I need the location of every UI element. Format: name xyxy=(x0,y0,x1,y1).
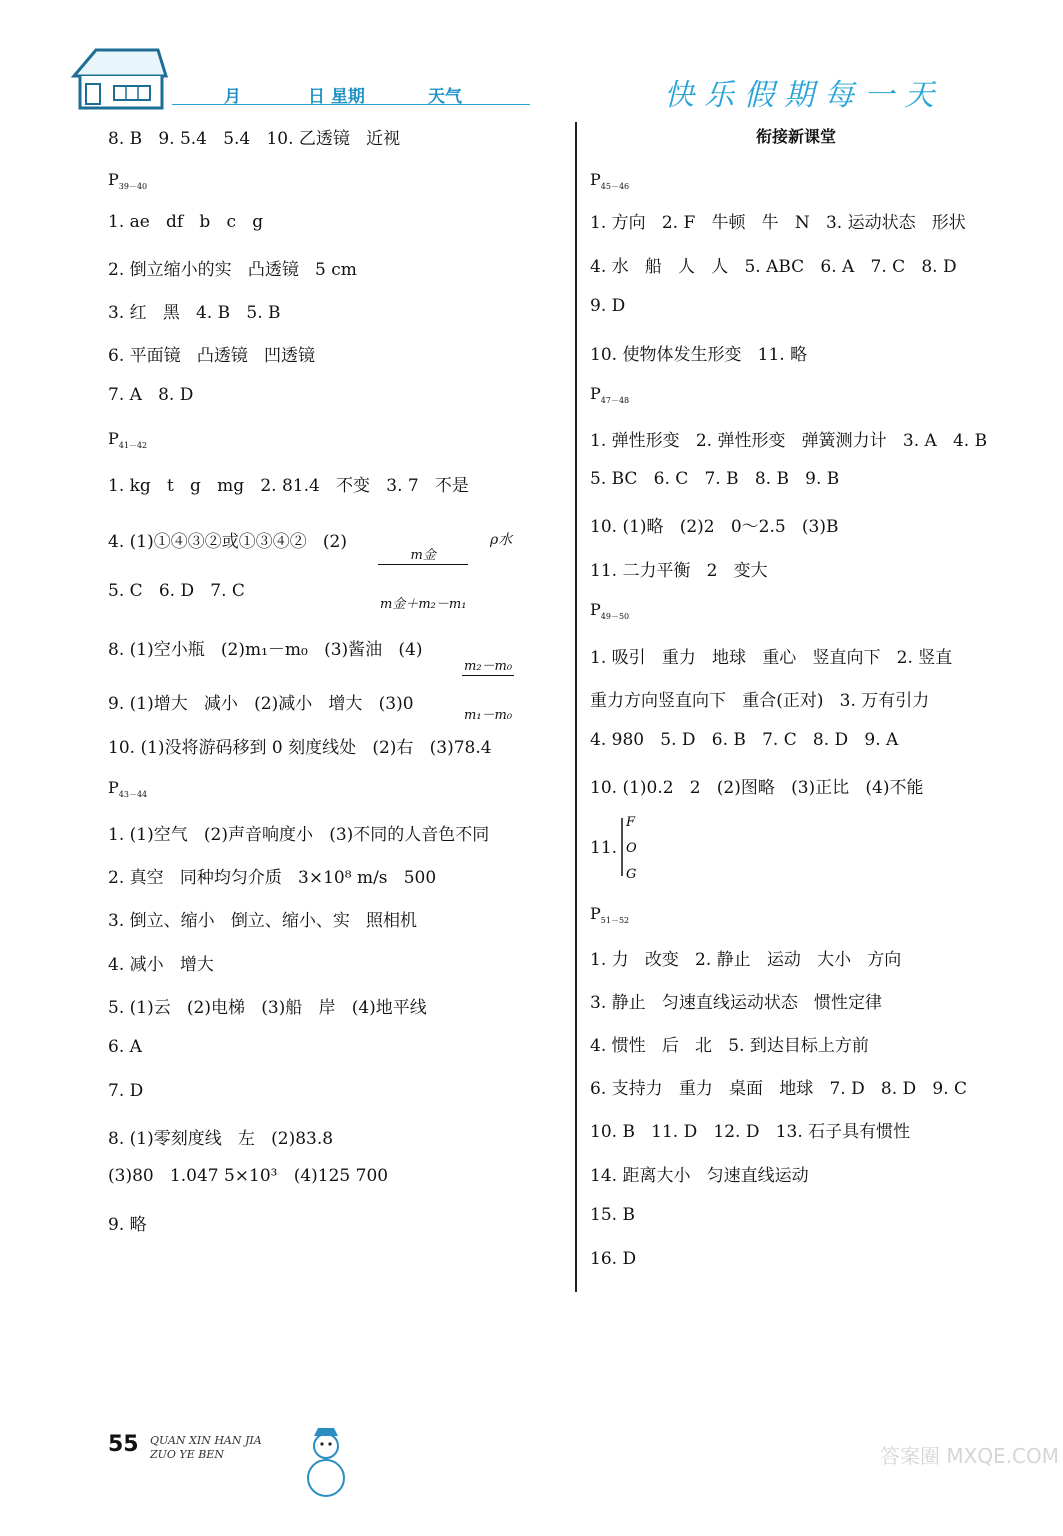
page-reference-letter: P xyxy=(108,778,119,797)
formula-q8-fraction xyxy=(462,627,514,740)
answer-line: 11. 二力平衡 2 变大 xyxy=(590,561,768,581)
answer-line: 15. B xyxy=(590,1205,635,1225)
day-label: 日 星期 xyxy=(308,87,365,107)
answer-line: 10. (1)略 (2)2 0～2.5 (3)B xyxy=(590,517,839,537)
page-reference xyxy=(590,600,629,622)
answer-line: 4. 980 5. D 6. B 7. C 8. D 9. A xyxy=(590,730,899,750)
page-reference-range: 43－44 xyxy=(118,790,148,799)
answer-line: (3)80 1.047 5×10³ (4)125 700 xyxy=(108,1166,389,1186)
answer-line: 10. 使物体发生形变 11. 略 xyxy=(590,345,808,365)
banner-title: 快乐假期每一天 xyxy=(664,78,944,113)
answer-line: 1. ae df b c g xyxy=(108,212,264,232)
force-label-o: O xyxy=(626,841,637,856)
page-number: 55 xyxy=(108,1432,139,1457)
page-reference xyxy=(590,170,629,192)
formula-q8-denominator: m₁－m₀ xyxy=(464,708,513,723)
answer-line: 1. 弹性形变 2. 弹性形变 弹簧测力计 3. A 4. B xyxy=(590,431,988,451)
answer-line: 14. 距离大小 匀速直线运动 xyxy=(590,1166,809,1186)
answer-line: 1. 方向 2. F 牛顿 牛 N 3. 运动状态 形状 xyxy=(590,213,966,233)
brand-line-2: ZUO YE BEN xyxy=(150,1448,224,1461)
page-reference xyxy=(590,384,629,406)
month-label: 月 xyxy=(224,87,241,107)
section-title: 衔接新课堂 xyxy=(756,127,837,146)
answer-line: 5. (1)云 (2)电梯 (3)船 岸 (4)地平线 xyxy=(108,998,427,1018)
answer-line: 1. 力 改变 2. 静止 运动 大小 方向 xyxy=(590,950,902,970)
column-divider xyxy=(575,122,577,1292)
answer-line: 9. 略 xyxy=(108,1215,147,1235)
page-reference-letter: P xyxy=(108,429,119,448)
answer-line: 1. 吸引 重力 地球 重心 竖直向下 2. 竖直 xyxy=(590,648,953,668)
page-reference-range: 49－50 xyxy=(600,612,630,621)
answer-line: 10. (1)没将游码移到 0 刻度线处 (2)右 (3)78.4 xyxy=(108,738,492,758)
answer-line: 11. xyxy=(590,838,618,858)
page-reference-range: 45－46 xyxy=(600,182,630,191)
answer-line: 2. 真空 同种均匀介质 3×10⁸ m/s 500 xyxy=(108,868,437,888)
page-reference-letter: P xyxy=(590,384,601,403)
answer-line: 8. (1)空小瓶 (2)m₁－m₀ (3)酱油 (4) xyxy=(108,640,423,660)
force-diagram xyxy=(610,812,650,882)
page-reference-range: 47－48 xyxy=(600,396,630,405)
answer-line: 8. B 9. 5.4 5.4 10. 乙透镜 近视 xyxy=(108,129,401,149)
formula-q8-numerator: m₂－m₀ xyxy=(464,659,513,674)
formula-q4-fraction xyxy=(378,516,468,629)
page-reference xyxy=(108,170,147,192)
brand-line-1: QUAN XIN HAN JIA xyxy=(150,1434,262,1447)
answer-line: 6. A xyxy=(108,1037,142,1057)
answer-line: 4. 减小 增大 xyxy=(108,955,214,975)
force-label-g: G xyxy=(626,867,637,882)
page-reference-letter: P xyxy=(590,600,601,619)
answer-line: 1. kg t g mg 2. 81.4 不变 3. 7 不是 xyxy=(108,476,469,496)
answer-line: 3. 静止 匀速直线运动状态 惯性定律 xyxy=(590,993,883,1013)
page-reference xyxy=(108,778,147,800)
answer-line: 4. 惯性 后 北 5. 到达目标上方前 xyxy=(590,1036,869,1056)
answer-line: 7. D xyxy=(108,1081,144,1101)
answer-line: 7. A 8. D xyxy=(108,385,194,405)
answer-line: 16. D xyxy=(590,1249,637,1269)
answer-line: 4. (1)①④③②或①③④② (2) xyxy=(108,532,347,552)
watermark: 答案圈 MXQE.COM xyxy=(880,1444,1060,1468)
date-weather-line xyxy=(172,82,530,105)
page-reference xyxy=(108,429,147,451)
page-reference-range: 39－40 xyxy=(118,182,148,191)
answer-line: 9. D xyxy=(590,296,626,316)
page-reference-range: 41－42 xyxy=(118,441,148,450)
page-reference-range: 51－52 xyxy=(600,916,630,925)
force-label-f: F xyxy=(626,815,636,830)
answer-line: 9. (1)增大 减小 (2)减小 增大 (3)0 xyxy=(108,694,414,714)
answer-line: 6. 平面镜 凸透镜 凹透镜 xyxy=(108,346,316,366)
answer-line: 3. 倒立、缩小 倒立、缩小、实 照相机 xyxy=(108,911,418,931)
answer-line: 10. (1)0.2 2 (2)图略 (3)正比 (4)不能 xyxy=(590,778,924,798)
answer-line: 3. 红 黑 4. B 5. B xyxy=(108,303,281,323)
snowman-icon xyxy=(296,1424,356,1502)
answer-line: 6. 支持力 重力 桌面 地球 7. D 8. D 9. C xyxy=(590,1079,968,1099)
page-header xyxy=(0,0,1063,120)
page-reference xyxy=(590,904,629,926)
weather-label: 天气 xyxy=(428,87,462,107)
formula-q4-numerator: m金 xyxy=(378,548,468,565)
answer-line: 4. 水 船 人 人 5. ABC 6. A 7. C 8. D xyxy=(590,257,957,277)
formula-q4-denominator: m金＋m₂－m₁ xyxy=(380,597,467,612)
page-reference-letter: P xyxy=(590,170,601,189)
answer-line: 5. C 6. D 7. C xyxy=(108,581,245,601)
answer-line: 2. 倒立缩小的实 凸透镜 5 cm xyxy=(108,260,357,280)
page-reference-letter: P xyxy=(590,904,601,923)
house-icon xyxy=(66,46,170,116)
brand-text xyxy=(150,1434,262,1462)
formula-q4-tail: ρ水 xyxy=(490,532,513,548)
answer-line: 5. BC 6. C 7. B 8. B 9. B xyxy=(590,469,840,489)
answer-line: 1. (1)空气 (2)声音响度小 (3)不同的人音色不同 xyxy=(108,825,490,845)
answer-line: 重力方向竖直向下 重合(正对) 3. 万有引力 xyxy=(590,691,930,711)
answer-line: 8. (1)零刻度线 左 (2)83.8 xyxy=(108,1129,334,1149)
page-reference-letter: P xyxy=(108,170,119,189)
answer-line: 10. B 11. D 12. D 13. 石子具有惯性 xyxy=(590,1122,911,1142)
